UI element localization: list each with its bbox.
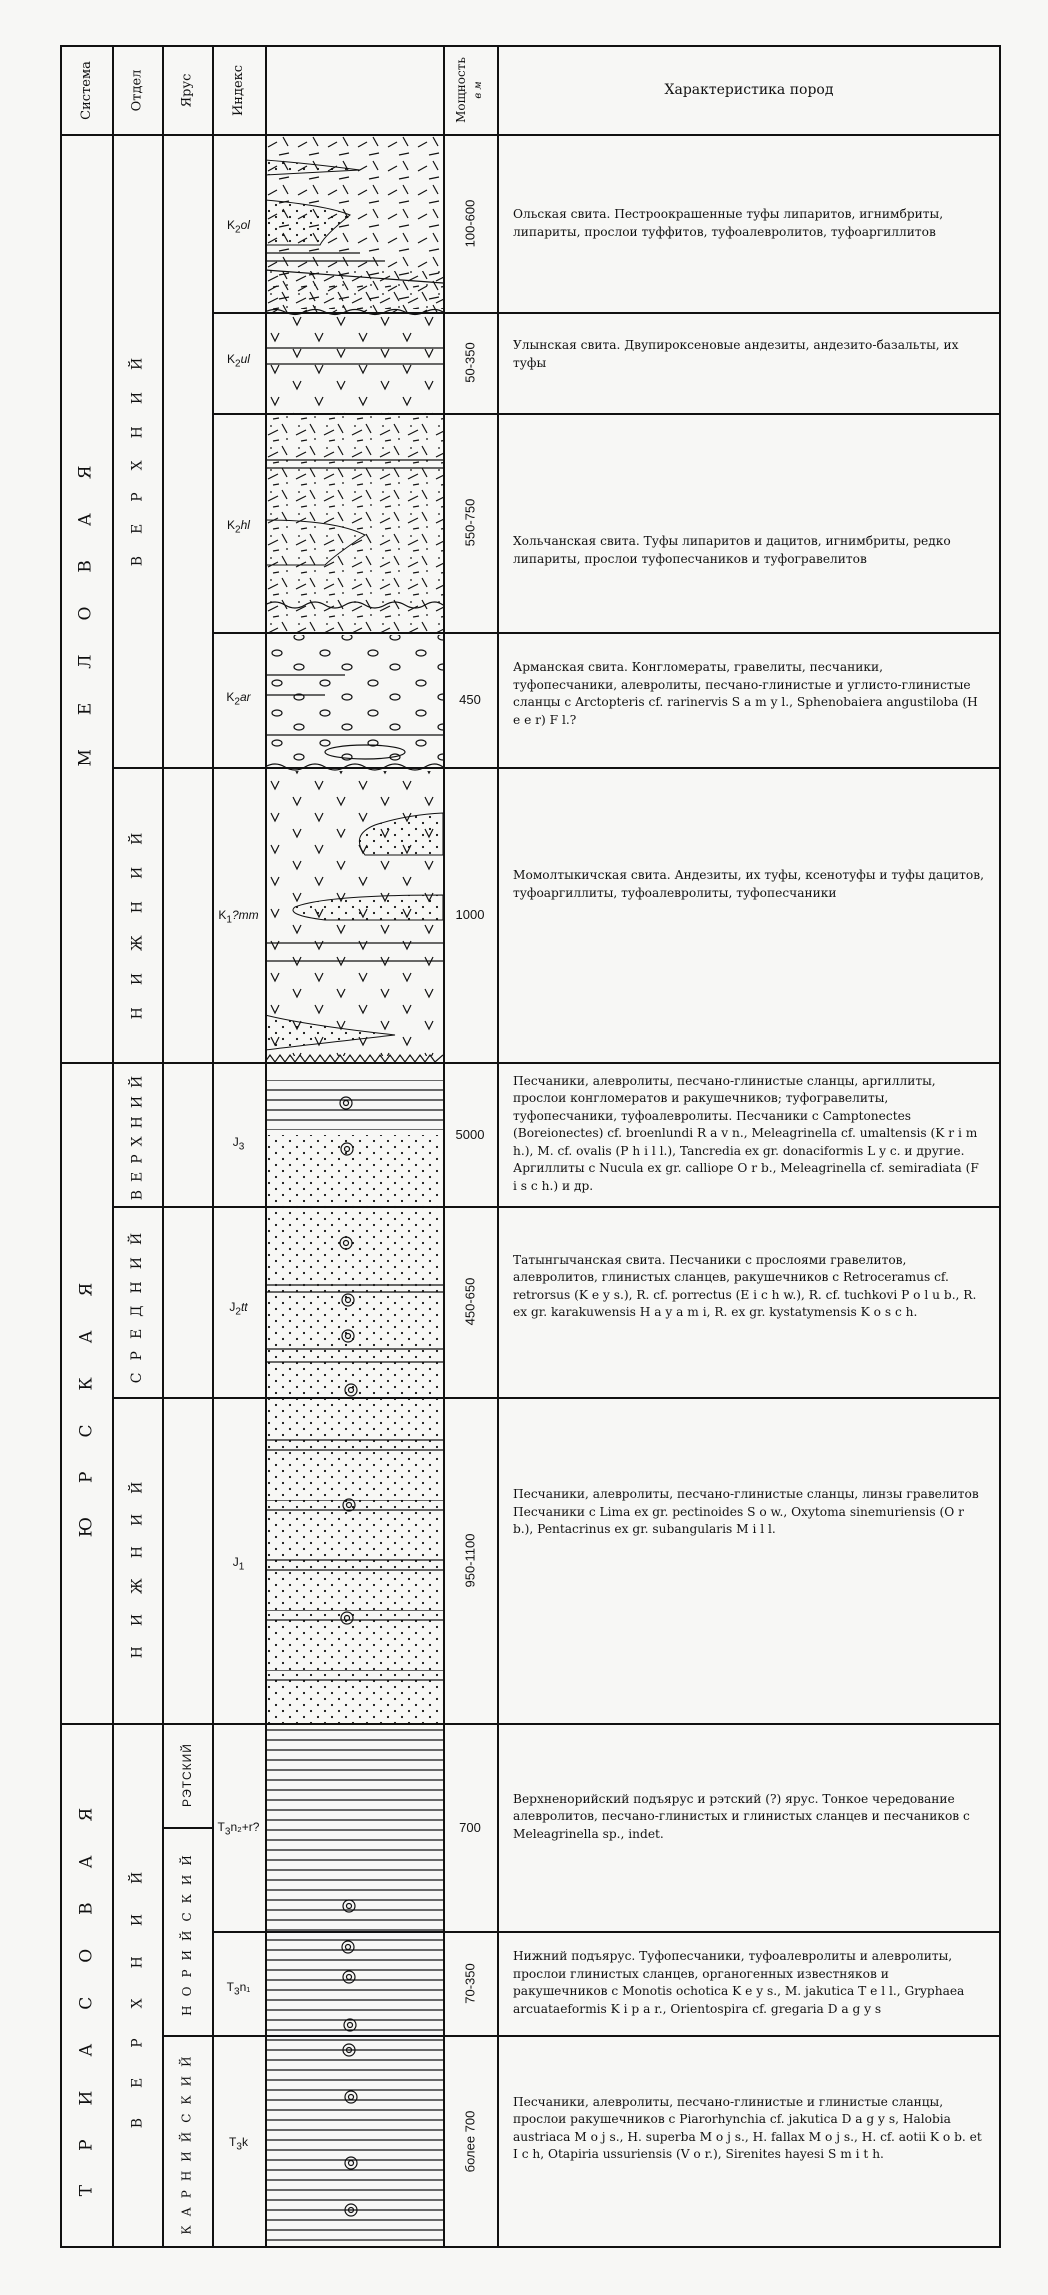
unit-thickness: 950-1100: [462, 1533, 478, 1587]
unit-index: $K_1?mm$: [218, 908, 259, 926]
division-lower-cretaceous: НИЖНИЙ: [129, 810, 145, 1019]
stage-rhaetian: РЭТСКИЙ: [180, 1743, 194, 1807]
division-upper-jurassic: ВЕРХНИЙ: [129, 1067, 145, 1201]
unit-description: Нижний подъярус. Туфопесчаники, туфоалевролиты и алевролиты, прослои глинистых сланцев, органогенных известняков и ракушечников с Monotis ochotica K e y s., M. jakutica T e l l., Gryphaea arcuataeformis K i p a r., Orientospira cf. gregaria D a g y s: [513, 1949, 965, 2016]
unit-index: $J_3$: [232, 1135, 245, 1153]
unit-description: Татынгычанская свита. Песчаники с прослоями гравелитов, алевролитов, глинистых сланцев, ракушечников с Retroceramus cf. retrorsus (K e y s.), R. cf. porrectus (E i c h w.), R. cf. tuchkovi P o l u b., R. ex gr. karakuwensis H a y a m i, R. ex gr. kystatymensis K o s c h.: [513, 1252, 977, 1319]
unit-description: Верхненорийский подъярус и рэтский (?) ярус. Тонкое чередование алевролитов, песчано-глинистых и глинистых сланцев и песчаников с Meleagrinella sp., indet.: [513, 1791, 970, 1841]
header-index: Индекс: [230, 64, 246, 116]
unit-thickness: 1000: [455, 907, 485, 922]
division-middle-jurassic: СРЕДНИЙ: [129, 1220, 145, 1383]
unit-index: $K_2ul$: [227, 352, 250, 370]
system-cretaceous: МЕЛОВАЯ: [76, 430, 97, 767]
unit-index: $T_3k$: [229, 2135, 248, 2153]
unit-description: Улынская свита. Двупироксеновые андезиты, андезито-базальты, их туфы: [513, 338, 959, 370]
unit-index: $K_2ar$: [226, 690, 251, 708]
unit-index: $K_2hl$: [227, 518, 250, 536]
unit-description: Ольская свита. Пестроокрашенные туфы липаритов, игнимбриты, липариты, прослои туффитов, туфоалевролитов, туфоаргиллитов: [513, 207, 944, 239]
unit-thickness: 5000: [455, 1126, 485, 1142]
unit-thickness: 550-750: [462, 498, 478, 547]
unit-thickness: более 700: [462, 2110, 478, 2172]
unit-index: $J_2tt$: [229, 1300, 248, 1318]
system-triassic: ТРИАСОВАЯ: [76, 1773, 96, 2197]
header-stage: Ярус: [179, 73, 195, 107]
division-lower-jurassic: НИЖНИЙ: [129, 1461, 145, 1659]
unit-index: $K_2ol$: [227, 218, 250, 236]
stage-norian: НОРИЙСКИЙ: [180, 1846, 194, 2016]
unit-description: Арманская свита. Конгломераты, гравелиты, песчаники, туфопесчаники, алевролиты, песчано-глинистые и углисто-глинистые сланцы с Arctopteris cf. rarinervis S a m y l., Sphenobaiera angustiloba (H e e r) F l.?: [513, 660, 978, 727]
header-division: Отдел: [129, 69, 145, 111]
header-characteristic: Характеристика пород: [664, 82, 834, 98]
unit-description: Хольчанская свита. Туфы липаритов и дацитов, игнимбриты, редко липариты, прослои туфопесчаников и туфогравелитов: [513, 534, 951, 566]
unit-description: Момолтыкичская свита. Андезиты, их туфы, ксенотуфы и туфы дацитов, туфоаргиллиты, туфоалевролиты, туфопесчаники: [513, 868, 984, 900]
unit-index: $J_1$: [232, 1555, 245, 1573]
unit-thickness: 450: [459, 692, 481, 707]
unit-thickness: 50-350: [462, 342, 478, 383]
unit-thickness: 450-650: [462, 1277, 478, 1326]
unit-thickness: 100-600: [462, 199, 478, 248]
unit-description: Песчаники, алевролиты, песчано-глинистые сланцы, аргиллиты, прослои конгломератов и ракушечников; туфогравелиты, туфопесчаники, туфоалевролиты. Песчаники с Camptonectes (Boreionectes) cf. broenlundi R a v n., Meleagrinella cf. umaltensis (K r i m h.), M. cf. ovalis (P h i l l.), Tancredia ex gr. donaciformis L y c. и другие. Аргиллиты с Nucula ex gr. calliope O r b., Meleagrinella cf. semiradiata (F i s c h.) и др.: [513, 1073, 979, 1193]
unit-thickness: 70-350: [462, 1962, 478, 2004]
unit-thickness: 700: [459, 1819, 481, 1835]
header-system: Система: [78, 60, 94, 120]
unit-description: Песчаники, алевролиты, песчано-глинистые и глинистые сланцы, прослои ракушечников с Piarorhynchia cf. jakutica D a g y s, Halobia austriaca M o j s., H. superba M o j s., H. fallax M o j s., H. cf. aotii K o b. et I c h, Otapiria ussuriensis (V o r.), Sirenites hayesi S m i t h.: [513, 2094, 982, 2161]
unit-index: $T_3n_1$: [226, 1980, 251, 1998]
lithology-column: [265, 135, 443, 2247]
unit-index: $T_3n_2+r$?: [217, 1820, 260, 1838]
stage-carnian: КАРНИЙСКИЙ: [180, 2047, 194, 2235]
division-upper-triassic: ВЕРХНИЙ: [129, 1841, 145, 2129]
unit-description: Песчаники, алевролиты, песчано-глинистые сланцы, линзы гравелитов Песчаники с Lima ex gr. pectinoides S o w., Oxytoma sinemuriensis (O r b.), Pentacrinus ex gr. subangularis M i l l.: [513, 1487, 979, 1537]
header-thickness: Мощность в м: [454, 57, 485, 123]
division-upper-cretaceous: ВЕРХНИЙ: [129, 335, 145, 567]
system-jurassic: ЮРСКАЯ: [76, 1248, 96, 1537]
